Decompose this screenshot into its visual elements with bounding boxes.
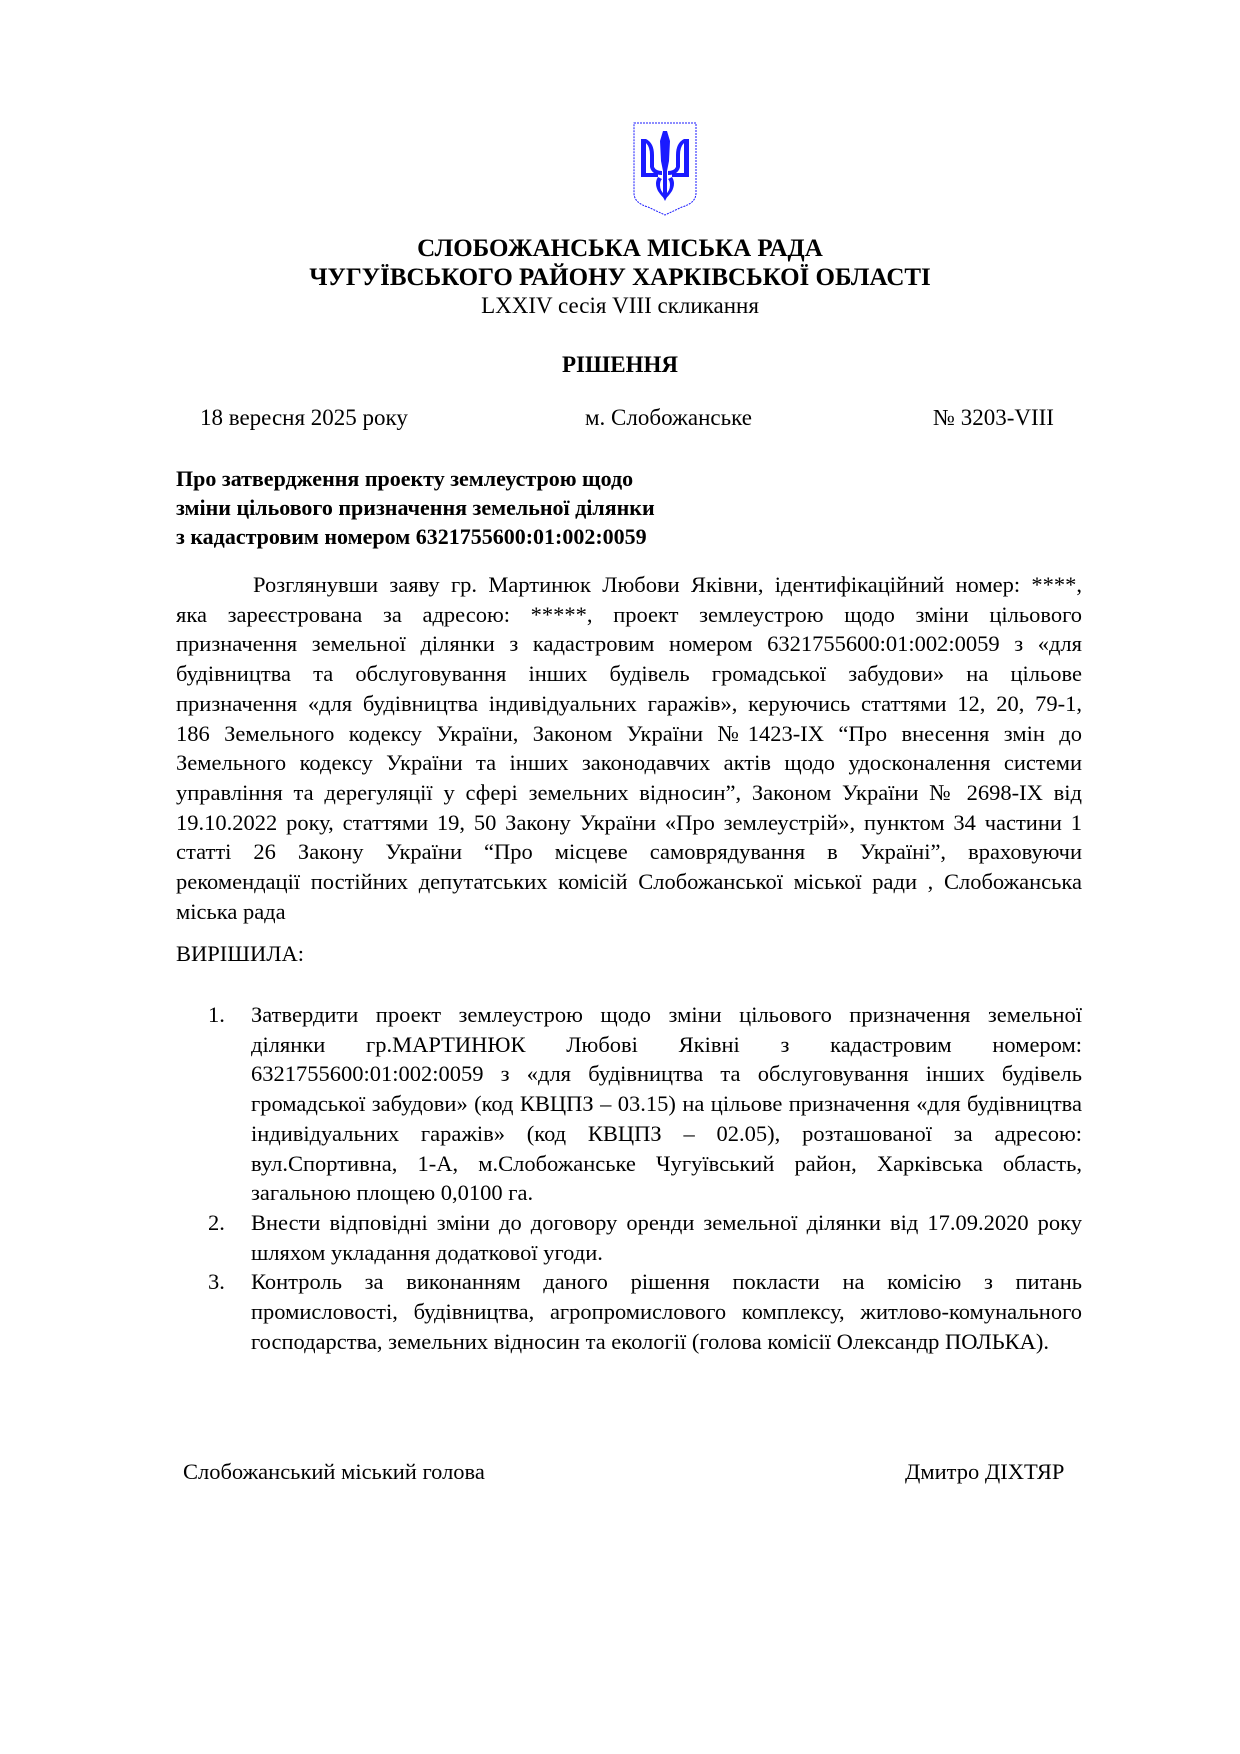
subject-line: з кадастровим номером 6321755600:01:002:0059 [176,524,647,549]
decision-line: 6321755600:01:002:0059 з «для будівництва та обслуговування інших будівель [251,1061,1082,1087]
decision-line: Затвердити проект землеустрою щодо зміни цільового призначення земельної [251,1002,1082,1027]
decision-place: м. Слобожанське [585,405,752,430]
decision-line: Контроль за виконанням даного рішення покласти на комісію з питань [251,1269,1082,1295]
document-type: РІШЕННЯ [562,352,678,377]
decision-line: вул.Спортивна, 1-А, м.Слобожанське Чугуївський район, Харківська область, [251,1150,1082,1176]
decision-line: промисловості, будівництва, агропромислового комплексу, житлово-комунального [251,1299,1082,1325]
preamble-line: Земельного кодексу України та інших законодавчих актів щодо удосконалення системи [176,750,1082,776]
preamble-line: рекомендації постійних депутатських комісій Слобожанської міської ради , Слобожанська [176,869,1082,895]
preamble-line: яка зареєстрована за адресою: *****, проект землеустрою щодо зміни цільового [176,601,1082,627]
subject-line: зміни цільового призначення земельної ділянки [176,495,655,520]
preamble-line: будівництва та обслуговування інших будівель громадської забудови» на цільове [176,661,1082,687]
decision-line: громадської забудови» (код КВЦПЗ – 03.15) на цільове призначення «для будівництва [251,1091,1082,1117]
preamble-line: 19.10.2022 року, статтями 19, 50 Закону України «Про землеустрій», пунктом 34 частини 1 [176,809,1082,835]
decision-line: господарства, земельних відносин та екології (голова комісії Олександр ПОЛЬКА). [251,1328,1049,1354]
signatory-title: Слобожанський міський голова [183,1459,485,1484]
decision-line: індивідуальних гаражів» (код КВЦПЗ – 02.05), розташованої за адресою: [251,1120,1082,1146]
decided-label: ВИРІШИЛА: [176,941,304,966]
subject-line: Про затвердження проекту землеустрою щодо [176,466,634,491]
decision-date: 18 вересня 2025 року [200,405,408,430]
preamble-line: призначення земельної ділянки з кадастровим номером 6321755600:01:002:0059 з «для [176,631,1082,657]
council-name: СЛОБОЖАНСЬКА МІСЬКА РАДА [417,235,823,262]
decision-item-number: 3. [208,1269,225,1295]
preamble-line: 186 Земельного кодексу України, Законом України №1423-IX “Про внесення змін до [176,720,1082,746]
decision-subject [176,464,655,551]
decision-line: Внести відповідні зміни до договору оренди земельної ділянки від 17.09.2020 року [251,1209,1082,1235]
session-label: LXXIV сесія VIII скликання [481,293,759,318]
decision-item-number: 2. [208,1209,225,1235]
preamble-line: управління та дерегуляції у сфері земельних відносин”, Законом України № 2698-IX від [176,779,1082,805]
signatory-name: Дмитро ДІХТЯР [905,1459,1065,1484]
decision-line: загальною площею 0,0100 га. [251,1180,534,1206]
preamble-paragraph [176,570,1082,926]
preamble-line: призначення «для будівництва індивідуальних гаражів», керуючись статтями 12, 20, 79-1, [176,690,1082,716]
district-name: ЧУГУЇВСЬКОГО РАЙОНУ ХАРКІВСЬКОЇ ОБЛАСТІ [309,264,931,291]
decision-item [208,1267,1082,1356]
trident-coat-of-arms-icon [632,121,698,217]
decisions-list [208,1000,1082,1356]
decision-item [208,1000,1082,1208]
decision-line: ділянки гр.МАРТИНЮК Любові Яківні з кадастровим номером: [251,1031,1082,1057]
preamble-line: Розглянувши заяву гр. Мартинюк Любови Яківни, ідентифікаційний номер: ****, [253,572,1082,597]
decision-item-number: 1. [208,1002,225,1027]
decision-item [208,1208,1082,1267]
decision-line: шляхом укладання додаткової угоди. [251,1239,603,1265]
preamble-line: міська рада [176,898,286,924]
preamble-line: статті 26 Закону України “Про місцеве самоврядування в Україні”, враховуючи [176,839,1082,865]
decision-number: № 3203-VIII [933,405,1054,430]
